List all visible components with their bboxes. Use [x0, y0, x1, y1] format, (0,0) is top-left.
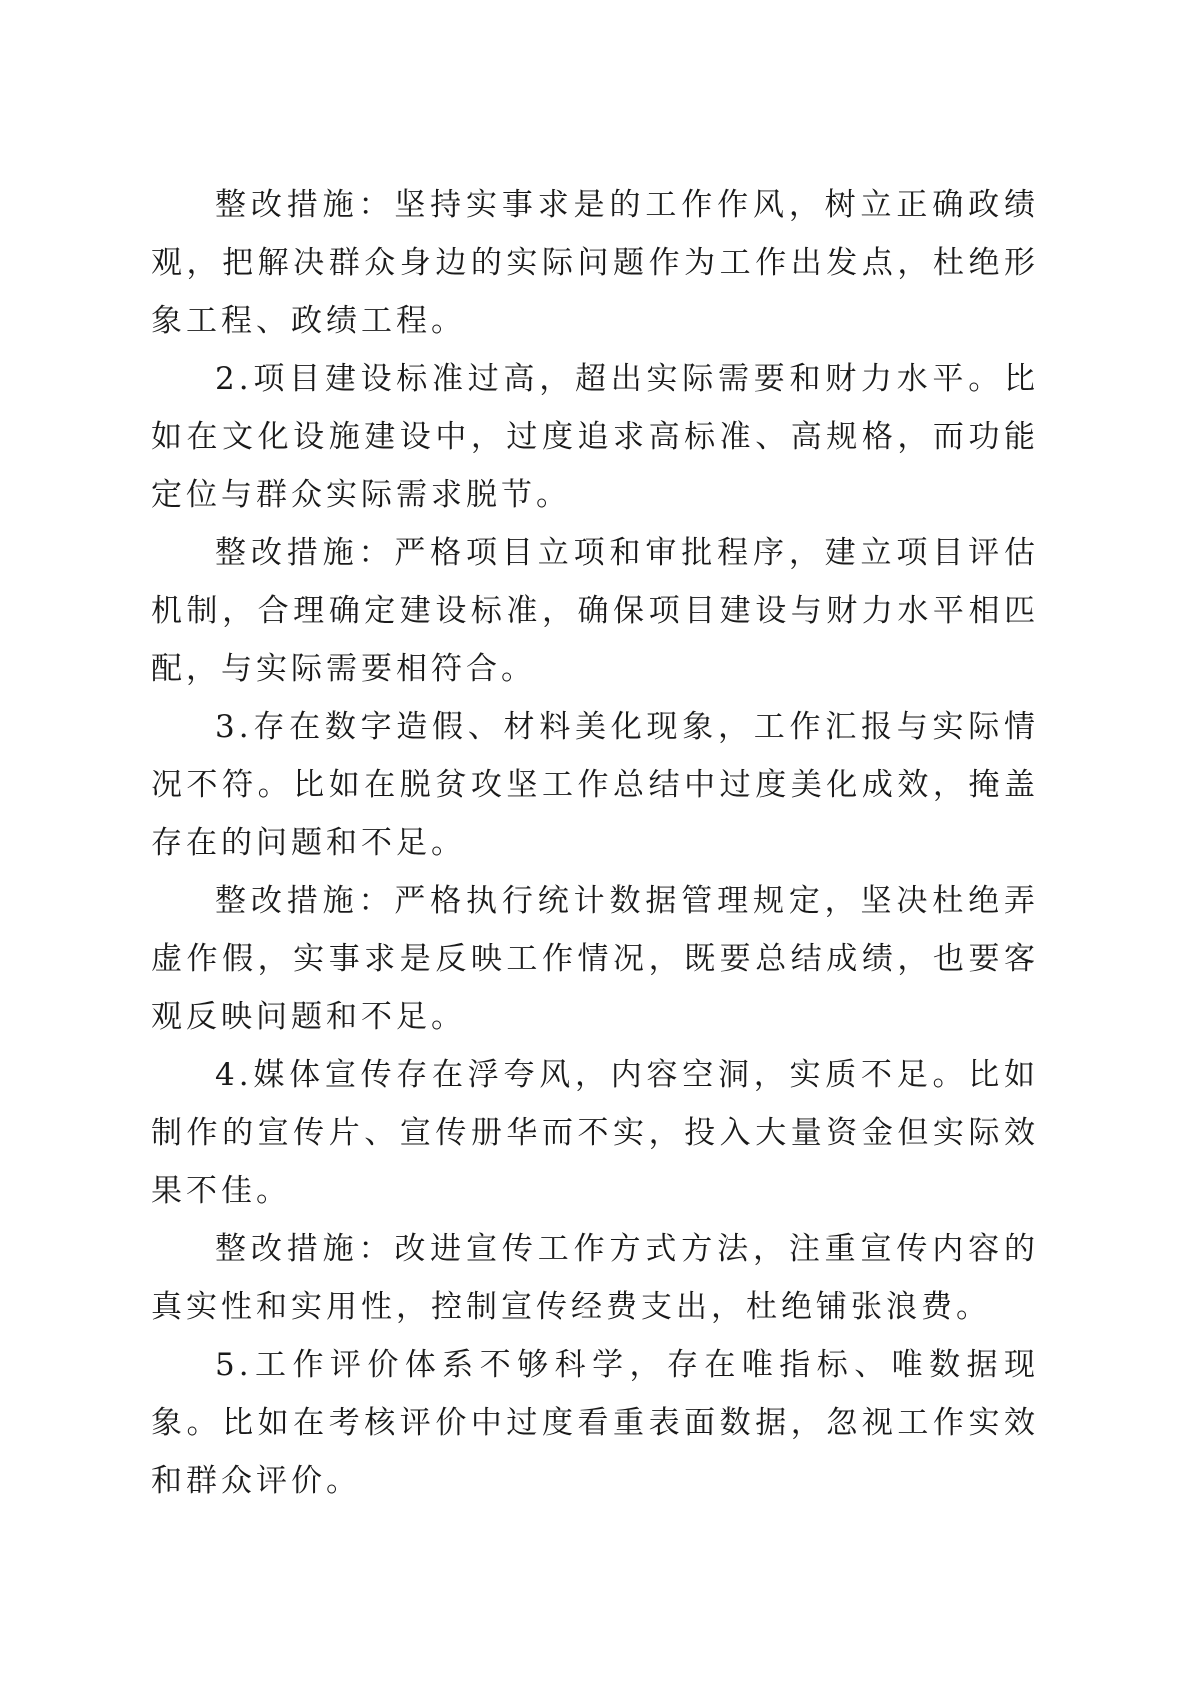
- document-body: [151, 176, 1039, 1510]
- paragraph-issue-2: 2.项目建设标准过高，超出实际需要和财力水平。比如在文化设施建设中，过度追求高标准、高规格，而功能定位与群众实际需求脱节。: [151, 361, 1039, 513]
- paragraph-rectification-4: 整改措施：改进宣传工作方式方法，注重宣传内容的真实性和实用性，控制宣传经费支出，杜绝铺张浪费。: [151, 1231, 1039, 1325]
- paragraph-issue-3: 3.存在数字造假、材料美化现象，工作汇报与实际情况不符。比如在脱贫攻坚工作总结中过度美化成效，掩盖存在的问题和不足。: [151, 709, 1039, 861]
- paragraph-issue-4: 4.媒体宣传存在浮夸风，内容空洞，实质不足。比如制作的宣传片、宣传册华而不实，投入大量资金但实际效果不佳。: [151, 1057, 1039, 1209]
- paragraph-rectification-1: 整改措施：坚持实事求是的工作作风，树立正确政绩观，把解决群众身边的实际问题作为工作出发点，杜绝形象工程、政绩工程。: [151, 187, 1039, 339]
- paragraph-issue-5: 5.工作评价体系不够科学，存在唯指标、唯数据现象。比如在考核评价中过度看重表面数据，忽视工作实效和群众评价。: [151, 1347, 1039, 1499]
- paragraph-rectification-3: 整改措施：严格执行统计数据管理规定，坚决杜绝弄虚作假，实事求是反映工作情况，既要总结成绩，也要客观反映问题和不足。: [151, 883, 1039, 1035]
- paragraph-rectification-2: 整改措施：严格项目立项和审批程序，建立项目评估机制，合理确定建设标准，确保项目建设与财力水平相匹配，与实际需要相符合。: [151, 535, 1039, 687]
